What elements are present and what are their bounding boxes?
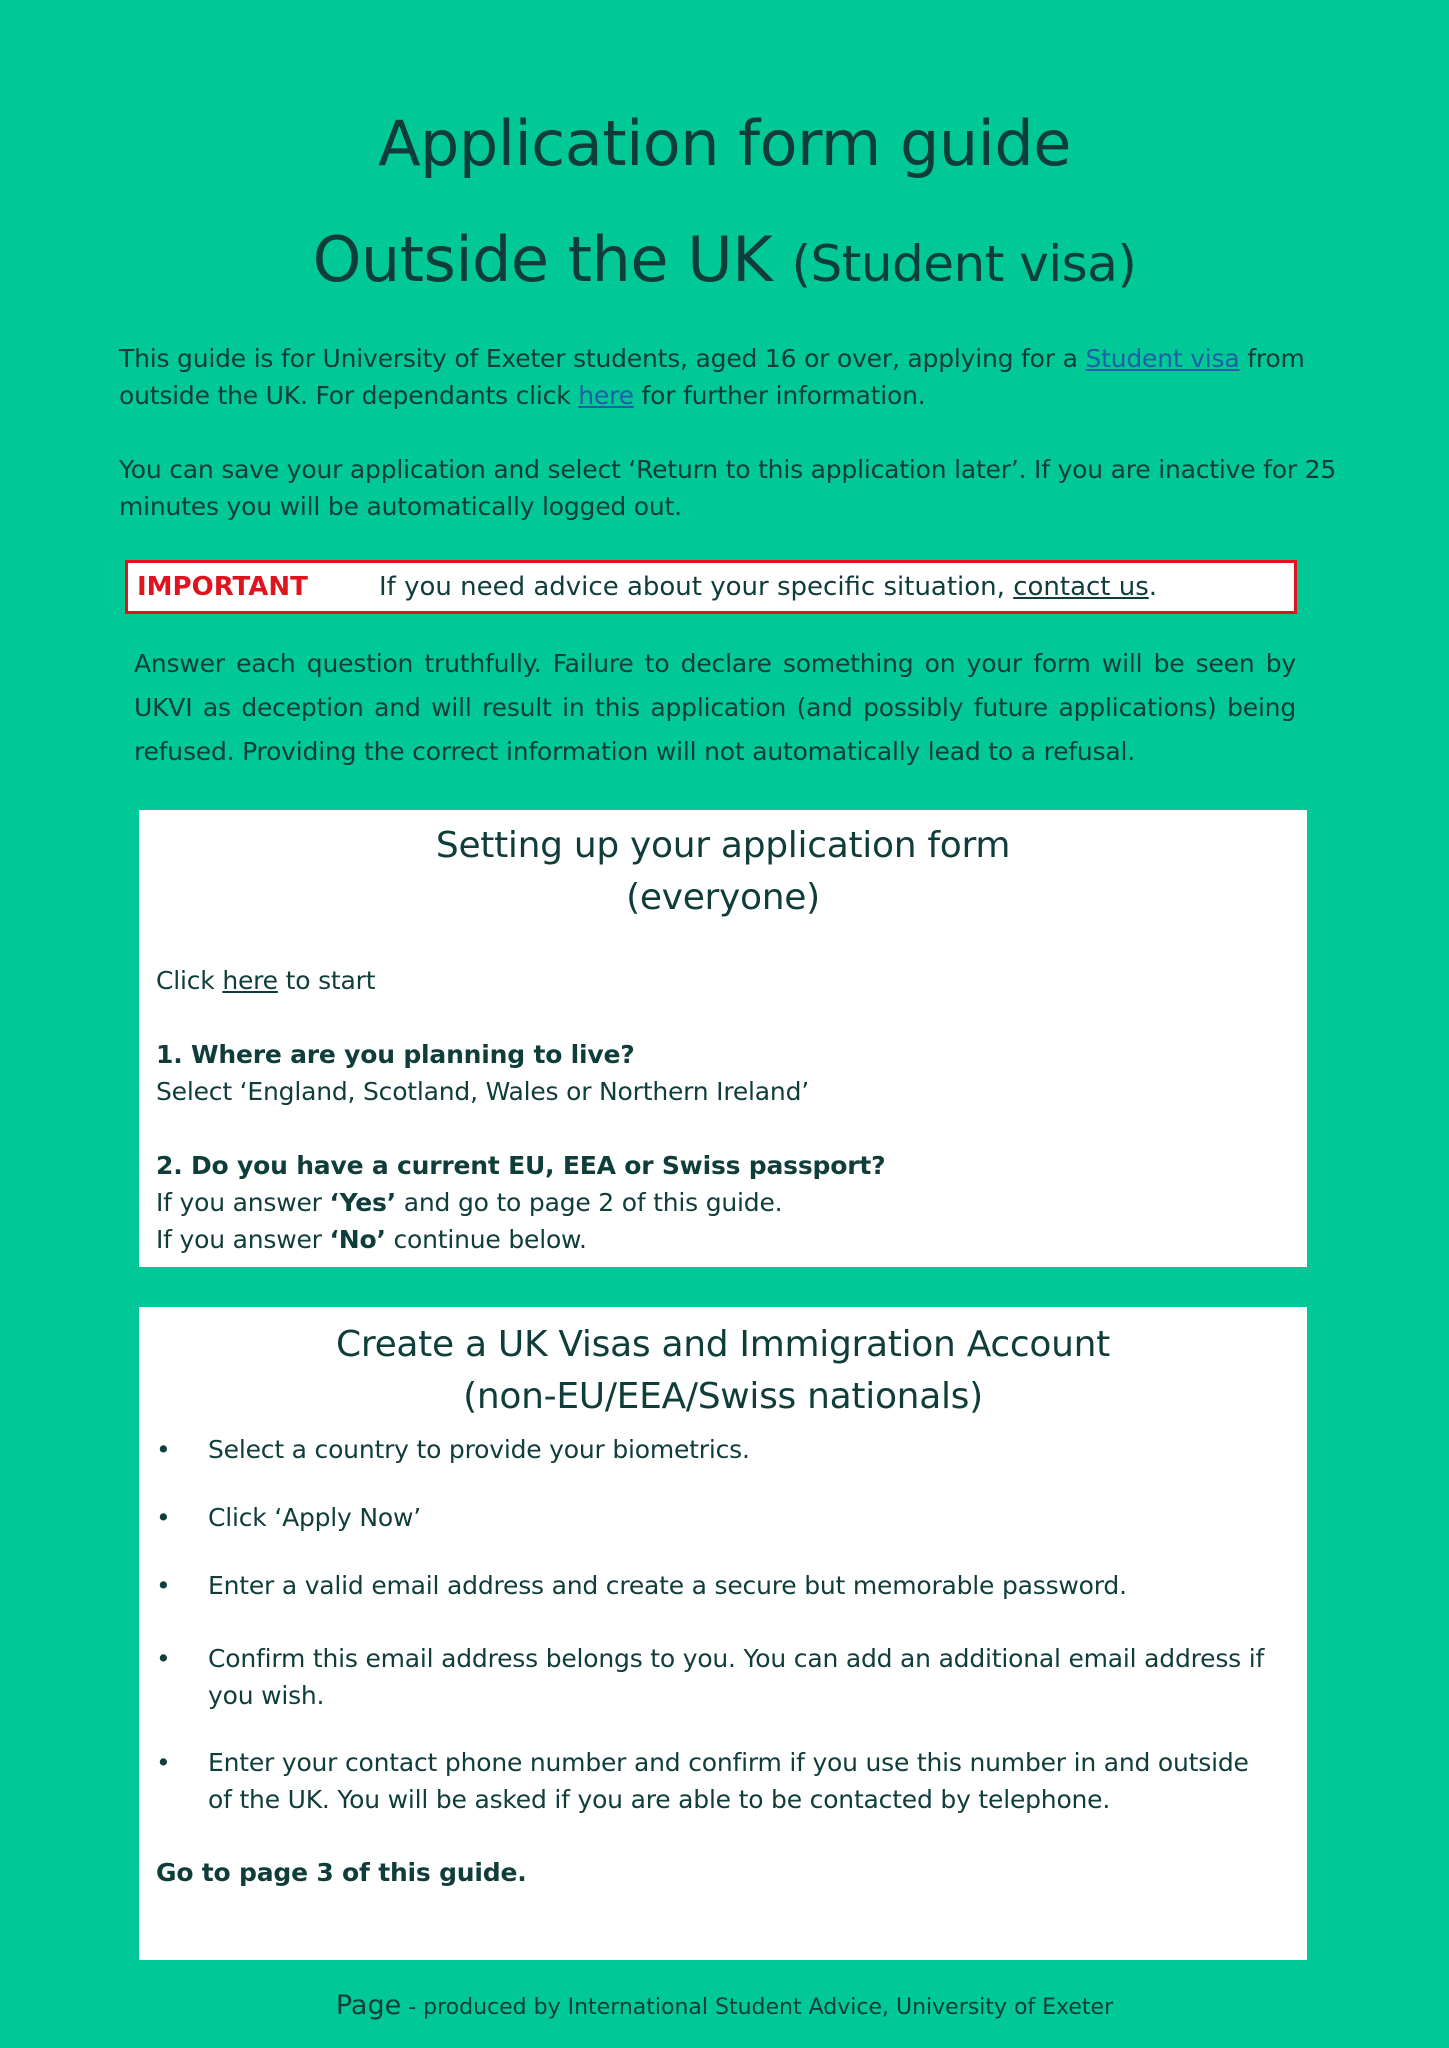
contact-us-link[interactable]: contact us <box>1013 572 1149 602</box>
question-2-yes <box>156 1184 1307 1221</box>
account-card <box>139 1307 1307 1960</box>
account-card-title <box>139 1307 1307 1423</box>
list-item-text: Enter your contact phone number and confirm if you use this number in and outside of the UK. You will be asked if you are able to be contacted by telephone. <box>208 1748 1249 1814</box>
important-label: IMPORTANT <box>137 572 308 602</box>
question-1-answer: Select ‘England, Scotland, Wales or Northern Ireland’ <box>156 1077 809 1106</box>
click-text: to start <box>277 966 376 995</box>
intro-paragraph-2: You can save your application and select ‘Return to this application later’. If you are inactive for 25 minutes you will be automatically logged out. <box>119 455 1337 521</box>
answer-no: ‘No’ <box>329 1225 386 1254</box>
list-item <box>139 1499 1307 1536</box>
bullet-icon: • <box>156 1435 171 1464</box>
answer-yes: ‘Yes’ <box>329 1188 397 1217</box>
intro-text: This guide is for University of Exeter students, aged 16 or over, applying for a <box>119 344 1086 373</box>
list-item-text: Enter a valid email address and create a secure but memorable password. <box>208 1571 1127 1600</box>
bullet-icon: • <box>156 1644 171 1673</box>
page-footer <box>0 1988 1449 2026</box>
intro-text: for further information. <box>633 381 926 410</box>
list-item <box>139 1567 1307 1604</box>
list-item <box>139 1640 1307 1714</box>
important-text: . <box>1148 572 1158 602</box>
setup-title-line1: Setting up your application form <box>435 825 1011 866</box>
account-title-line1: Create a UK Visas and Immigration Account <box>336 1324 1110 1365</box>
footer-credit: - produced by International Student Advice, University of Exeter <box>401 1995 1114 2020</box>
bullet-icon: • <box>156 1748 171 1777</box>
setup-title-line2: (everyone) <box>626 877 820 918</box>
question-1-title: 1. Where are you planning to live? <box>156 1040 635 1069</box>
bullet-icon: • <box>156 1503 171 1532</box>
answer-text: If you answer <box>156 1188 330 1217</box>
start-here-link[interactable]: here <box>222 966 278 995</box>
setup-card-title <box>139 810 1307 924</box>
list-item-text: Confirm this email address belongs to you. You can add an additional email address if you wish. <box>208 1644 1265 1710</box>
subtitle-main: Outside the UK <box>312 223 773 296</box>
important-notice-box <box>125 560 1297 614</box>
list-item-text: Select a country to provide your biometrics. <box>208 1435 750 1464</box>
question-1 <box>156 1036 1307 1110</box>
question-2-title: 2. Do you have a current EU, EEA or Swiss passport? <box>156 1151 886 1180</box>
account-steps-list <box>139 1431 1307 1818</box>
question-2-no <box>156 1221 1307 1258</box>
page-title: Application form guide <box>378 107 1071 180</box>
setup-card-body <box>139 962 1307 1258</box>
student-visa-link[interactable]: Student visa <box>1085 344 1240 373</box>
account-title-line2: (non-EU/EEA/Swiss nationals) <box>463 1376 983 1417</box>
list-item <box>139 1744 1307 1818</box>
answer-text: and go to page 2 of this guide. <box>396 1188 783 1217</box>
dependants-here-link[interactable]: here <box>578 381 634 410</box>
answer-text: continue below. <box>385 1225 587 1254</box>
subtitle-paren: (Student visa) <box>791 235 1137 293</box>
important-message <box>379 572 1157 602</box>
footer-page-label: Page <box>335 1990 402 2021</box>
truthfulness-warning: Answer each question truthfully. Failure to declare something on your form will be seen by UKVI as deception and will result in this application (and possibly future applications) being refused. Providing the correct information will not automatically lead to a refusal. <box>134 649 1296 766</box>
question-2 <box>156 1147 1307 1258</box>
intro-paragraph-1 <box>119 340 1344 414</box>
goto-page-3: Go to page 3 of this guide. <box>156 1858 527 1887</box>
important-text: If you need advice about your specific situation, <box>379 572 1014 602</box>
list-item <box>139 1431 1307 1468</box>
click-text: Click <box>156 966 223 995</box>
bullet-icon: • <box>156 1571 171 1600</box>
click-to-start <box>156 962 1307 999</box>
intro-text: from outside the UK. For dependants click <box>119 344 1305 410</box>
page-subtitle <box>0 222 1449 302</box>
setup-card <box>139 810 1307 1267</box>
list-item-text: Click ‘Apply Now’ <box>208 1503 421 1532</box>
answer-text: If you answer <box>156 1225 330 1254</box>
